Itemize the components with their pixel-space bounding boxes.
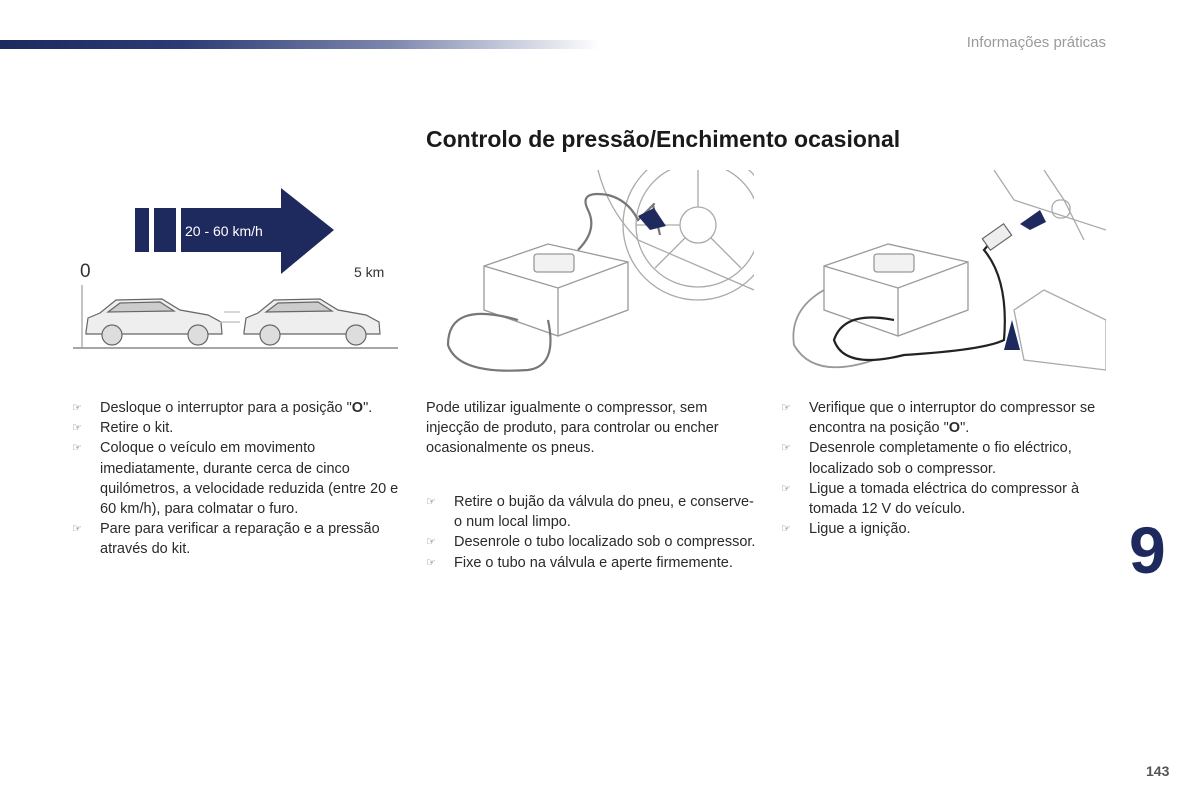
- speed-arrow-icon: [135, 188, 334, 274]
- compressor-icon: [484, 244, 628, 336]
- list-item: ☞ Ligue a tomada eléctrica do compressor à tomada 12 V do veículo.: [781, 480, 1080, 518]
- list-item: ☞ Desloque o interruptor para a posição "O".: [72, 398, 402, 418]
- direction-up-arrow-icon: [1004, 320, 1020, 350]
- speed-distance-illustration: [68, 182, 408, 354]
- list-item: ☞ Coloque o veículo em movimento imediatamente, durante cerca de cinco quilómetros, a velocidade reduzida (entre 20 e 60 km/h), para colmatar o furo.: [72, 440, 399, 518]
- bullet-hand-icon: ☞: [72, 522, 82, 536]
- list-item: ☞ Pare para verificar a reparação e a pressão através do kit.: [72, 521, 380, 558]
- distance-end-label: 5 km: [354, 264, 385, 280]
- header-gradient-bar: [0, 40, 600, 49]
- intro-paragraph: Pode utilizar igualmente o compressor, sem injecção de produto, para controlar ou encher ocasionalmente os pneus.: [426, 400, 719, 457]
- compressor-tyre-illustration: [438, 170, 754, 376]
- list-item: ☞ Ligue a ignição.: [781, 519, 1106, 539]
- bullet-hand-icon: ☞: [72, 401, 82, 414]
- instruction-list-col2: [426, 492, 756, 573]
- compressor-icon: [824, 244, 968, 336]
- instruction-list-col1: [72, 398, 402, 560]
- chapter-number: 9: [1129, 513, 1166, 587]
- bullet-hand-icon: ☞: [72, 421, 82, 435]
- bullet-hand-icon: ☞: [781, 481, 791, 495]
- list-item: ☞ Desenrole o tubo localizado sob o compressor.: [426, 532, 756, 552]
- direction-arrow-icon: [638, 208, 666, 230]
- list-item: ☞ Retire o kit.: [72, 418, 402, 438]
- bullet-hand-icon: ☞: [72, 441, 82, 455]
- bullet-hand-icon: ☞: [426, 555, 436, 569]
- list-item: ☞ Retire o bujão da válvula do pneu, e conserve-o num local limpo.: [426, 494, 754, 531]
- car-icon: [86, 299, 222, 345]
- bullet-hand-icon: ☞: [781, 401, 791, 414]
- page-number: 143: [1146, 763, 1170, 779]
- page-title: Controlo de pressão/Enchimento ocasional: [426, 126, 901, 152]
- distance-start-label: 0: [80, 261, 91, 282]
- section-title: Informações práticas: [966, 34, 1106, 51]
- list-item: ☞ Fixe o tubo na válvula e aperte firmemente.: [426, 553, 756, 573]
- bullet-hand-icon: ☞: [426, 535, 436, 549]
- speed-label: 20 - 60 km/h: [185, 223, 263, 239]
- list-item: ☞ Desenrole completamente o fio eléctrico, localizado sob o compressor.: [781, 440, 1072, 477]
- bullet-hand-icon: ☞: [781, 522, 791, 536]
- compressor-socket-illustration: [784, 170, 1106, 384]
- list-item: ☞ Verifique que o interruptor do compressor se encontra na posição "O".: [781, 400, 1096, 437]
- bullet-hand-icon: ☞: [781, 441, 791, 455]
- car-moving-icon: [220, 299, 380, 345]
- direction-arrow-icon: [1020, 210, 1046, 230]
- bullet-hand-icon: ☞: [426, 495, 436, 508]
- instruction-list-col3: [781, 398, 1106, 539]
